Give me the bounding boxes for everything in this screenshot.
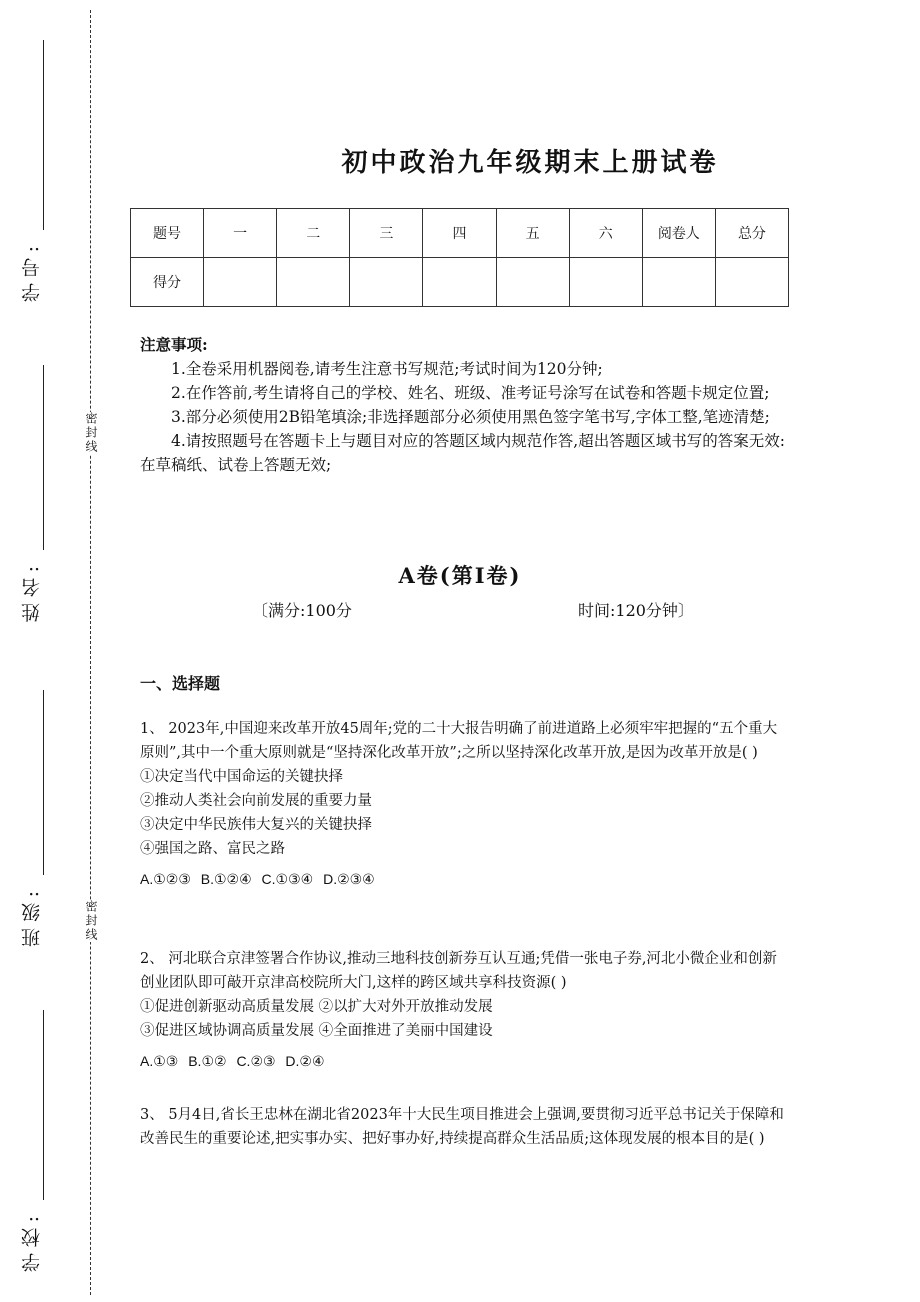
seal-dashed-line bbox=[90, 10, 91, 1295]
header-cell-4: 四 bbox=[423, 209, 496, 258]
header-cell-total: 总分 bbox=[715, 209, 788, 258]
question-stem: 2、 河北联合京津签署合作协议,推动三地科技创新券互认互通;凭借一张电子券,河北小微企业和创新创业团队即可敲开京津高校院所大门,这样的跨区域共享科技资源( ) bbox=[140, 951, 777, 991]
question-stem: 3、 5月4日,省长王忠林在湖北省2023年十大民生项目推进会上强调,要贯彻习近平总书记关于保障和改善民生的重要论述,把实事办实、把好事办好,持续提高群众生活品质;这体现发展的根本目的是( ) bbox=[140, 1107, 784, 1147]
name-blank[interactable] bbox=[43, 365, 44, 550]
score-cell[interactable] bbox=[715, 258, 788, 307]
score-cell[interactable] bbox=[642, 258, 715, 307]
seal-mark-upper: 密封线 bbox=[80, 412, 102, 454]
student-id-label: 学号: bbox=[21, 240, 43, 303]
header-cell-5: 五 bbox=[496, 209, 569, 258]
score-cell[interactable] bbox=[496, 258, 569, 307]
exam-title: 初中政治九年级期末上册试卷 bbox=[341, 148, 719, 178]
question-2 bbox=[140, 947, 785, 1073]
student-id-blank[interactable] bbox=[43, 40, 44, 230]
time-limit: 时间:120分钟〕 bbox=[578, 601, 694, 620]
question-option: ③决定中华民族伟大复兴的关键抉择 bbox=[140, 817, 372, 833]
part-heading: 一、选择题 bbox=[140, 674, 221, 693]
school-blank[interactable] bbox=[43, 1010, 44, 1200]
header-cell-3: 三 bbox=[350, 209, 423, 258]
score-cell[interactable] bbox=[569, 258, 642, 307]
header-cell-1: 一 bbox=[204, 209, 277, 258]
notes-title: 注意事项: bbox=[140, 335, 208, 354]
header-cell-2: 二 bbox=[277, 209, 350, 258]
school-field bbox=[18, 1010, 58, 1295]
header-cell-question-no: 题号 bbox=[131, 209, 204, 258]
score-table bbox=[130, 208, 789, 307]
section-title: A卷(第Ⅰ卷) bbox=[398, 563, 522, 588]
note-item: 3.部分必须使用2B铅笔填涂;非选择题部分必须使用黑色签字笔书写,字体工整,笔迹清楚; bbox=[171, 408, 770, 426]
seal-mark-lower: 密封线 bbox=[80, 900, 102, 942]
score-row-label: 得分 bbox=[131, 258, 204, 307]
note-item: 1.全卷采用机器阅卷,请考生注意书写规范;考试时间为120分钟; bbox=[171, 360, 603, 378]
question-1 bbox=[140, 717, 785, 891]
question-option: ①促进创新驱动高质量发展 ②以扩大对外开放推动发展 bbox=[140, 999, 493, 1015]
note-item: 4.请按照题号在答题卡上与题目对应的答题区域内规范作答,超出答题区域书写的答案无效:在草稿纸、试卷上答题无效; bbox=[140, 432, 785, 474]
full-score: 〔满分:100分 bbox=[252, 601, 352, 620]
question-option: ①决定当代中国命运的关键抉择 bbox=[140, 769, 343, 785]
score-cell[interactable] bbox=[204, 258, 277, 307]
exam-notes bbox=[140, 333, 785, 477]
question-option: ②推动人类社会向前发展的重要力量 bbox=[140, 793, 372, 809]
score-table-score-row bbox=[131, 258, 789, 307]
score-table-header-row bbox=[131, 209, 789, 258]
score-cell[interactable] bbox=[350, 258, 423, 307]
class-label: 班级: bbox=[21, 885, 43, 948]
name-label: 姓名: bbox=[21, 560, 43, 623]
binding-margin bbox=[0, 0, 110, 1302]
score-cell[interactable] bbox=[277, 258, 350, 307]
class-field bbox=[18, 690, 58, 950]
answer-choices[interactable]: A.①②③ B.①②④ C.①③④ D.②③④ bbox=[140, 871, 375, 887]
school-label: 学校: bbox=[21, 1210, 43, 1273]
class-blank[interactable] bbox=[43, 690, 44, 875]
question-option: ④强国之路、富民之路 bbox=[140, 841, 285, 857]
question-stem: 1、 2023年,中国迎来改革开放45周年;党的二十大报告明确了前进道路上必须牢牢把握的“五个重大原则”,其中一个重大原则就是“坚持深化改革开放”;之所以坚持深化改革开放,是因为改革开放是( ) bbox=[140, 721, 778, 761]
answer-choices[interactable]: A.①③ B.①② C.②③ D.②④ bbox=[140, 1053, 325, 1069]
question-3 bbox=[140, 1103, 785, 1151]
score-cell[interactable] bbox=[423, 258, 496, 307]
question-option: ③促进区域协调高质量发展 ④全面推进了美丽中国建设 bbox=[140, 1023, 493, 1039]
header-cell-grader: 阅卷人 bbox=[642, 209, 715, 258]
note-item: 2.在作答前,考生请将自己的学校、姓名、班级、准考证号涂写在试卷和答题卡规定位置; bbox=[171, 384, 770, 402]
header-cell-6: 六 bbox=[569, 209, 642, 258]
